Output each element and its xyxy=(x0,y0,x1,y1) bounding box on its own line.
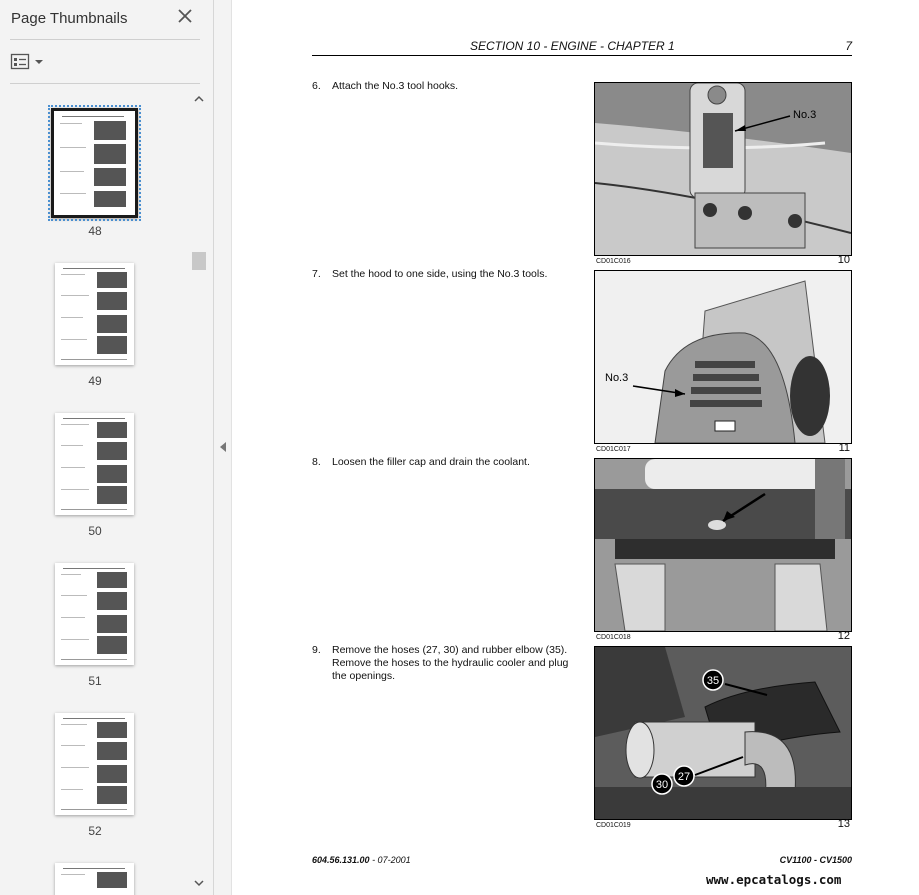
step-text: Remove the hoses (27, 30) and rubber elbow (35). Remove the hoses to the hydraulic cooler and plug the openings. xyxy=(332,644,569,682)
figure-photo xyxy=(594,458,852,632)
thumbnail-label: 51 xyxy=(88,674,102,688)
figure-code: CD01C017 xyxy=(596,446,631,453)
thumbnail-page-50[interactable] xyxy=(55,413,134,515)
page-header xyxy=(312,39,852,56)
panel-title: Page Thumbnails xyxy=(11,10,128,27)
figure-photo xyxy=(594,646,852,820)
figure-number: 13 xyxy=(837,818,850,830)
doc-number: 604.56.131.00 xyxy=(312,855,370,865)
thumbnail-options-button[interactable] xyxy=(9,52,49,72)
close-panel-button[interactable] xyxy=(175,6,195,26)
callout-label: 35 xyxy=(706,675,720,687)
figure-photo xyxy=(594,82,852,256)
chevron-up-icon[interactable] xyxy=(194,94,204,104)
page-thumbnails-panel xyxy=(0,0,214,895)
step-text: Attach the No.3 tool hooks. xyxy=(332,80,459,92)
figure-number: 12 xyxy=(837,630,850,642)
figure-code: CD01C019 xyxy=(596,822,631,829)
thumbnail-scrollbar[interactable] xyxy=(190,90,208,895)
callout-label: No.3 xyxy=(793,109,817,121)
scrollbar-thumb[interactable] xyxy=(192,252,206,270)
step-number: 9. xyxy=(312,644,321,656)
document-page xyxy=(232,0,919,895)
thumbnail-label: 50 xyxy=(88,524,102,538)
figure-code: CD01C018 xyxy=(596,634,631,641)
page-footer-models: CV1100 - CV1500 xyxy=(779,855,852,865)
callout-label: 30 xyxy=(655,779,669,791)
thumbnail-page-51[interactable] xyxy=(55,563,134,665)
thumbnail-label: 49 xyxy=(88,374,102,388)
figure-number: 11 xyxy=(838,442,850,454)
divider xyxy=(10,83,200,84)
thumbnail-page-next[interactable] xyxy=(55,863,134,895)
thumbnail-page-48[interactable] xyxy=(51,108,138,218)
thumbnail-label: 52 xyxy=(88,824,102,838)
chevron-down-icon[interactable] xyxy=(194,878,204,888)
step-text: Set the hood to one side, using the No.3 tools. xyxy=(332,268,548,280)
close-icon xyxy=(175,6,195,26)
figure-photo xyxy=(594,270,852,444)
callout-label: No.3 xyxy=(605,372,629,384)
watermark: www.epcatalogs.com xyxy=(706,872,842,887)
figure-code: CD01C016 xyxy=(596,258,631,265)
collapse-panel-handle[interactable] xyxy=(214,0,232,895)
section-title: SECTION 10 - ENGINE - CHAPTER 1 xyxy=(470,39,675,53)
step-text: Loosen the filler cap and drain the coolant. xyxy=(332,456,530,468)
collapse-left-icon xyxy=(219,441,227,453)
page-number: 7 xyxy=(845,39,852,53)
divider xyxy=(10,39,200,40)
step-number: 6. xyxy=(312,80,321,92)
callout-label: 27 xyxy=(677,771,691,783)
step-number: 7. xyxy=(312,268,321,280)
thumbnail-list xyxy=(0,90,190,895)
page-footer-left xyxy=(312,855,411,865)
thumbnail-page-52[interactable] xyxy=(55,713,134,815)
doc-date: - 07-2001 xyxy=(369,855,411,865)
step-number: 8. xyxy=(312,456,321,468)
list-options-icon xyxy=(9,52,49,72)
figure-number: 10 xyxy=(837,254,850,266)
thumbnail-label: 48 xyxy=(88,224,102,238)
thumbnail-page-49[interactable] xyxy=(55,263,134,365)
